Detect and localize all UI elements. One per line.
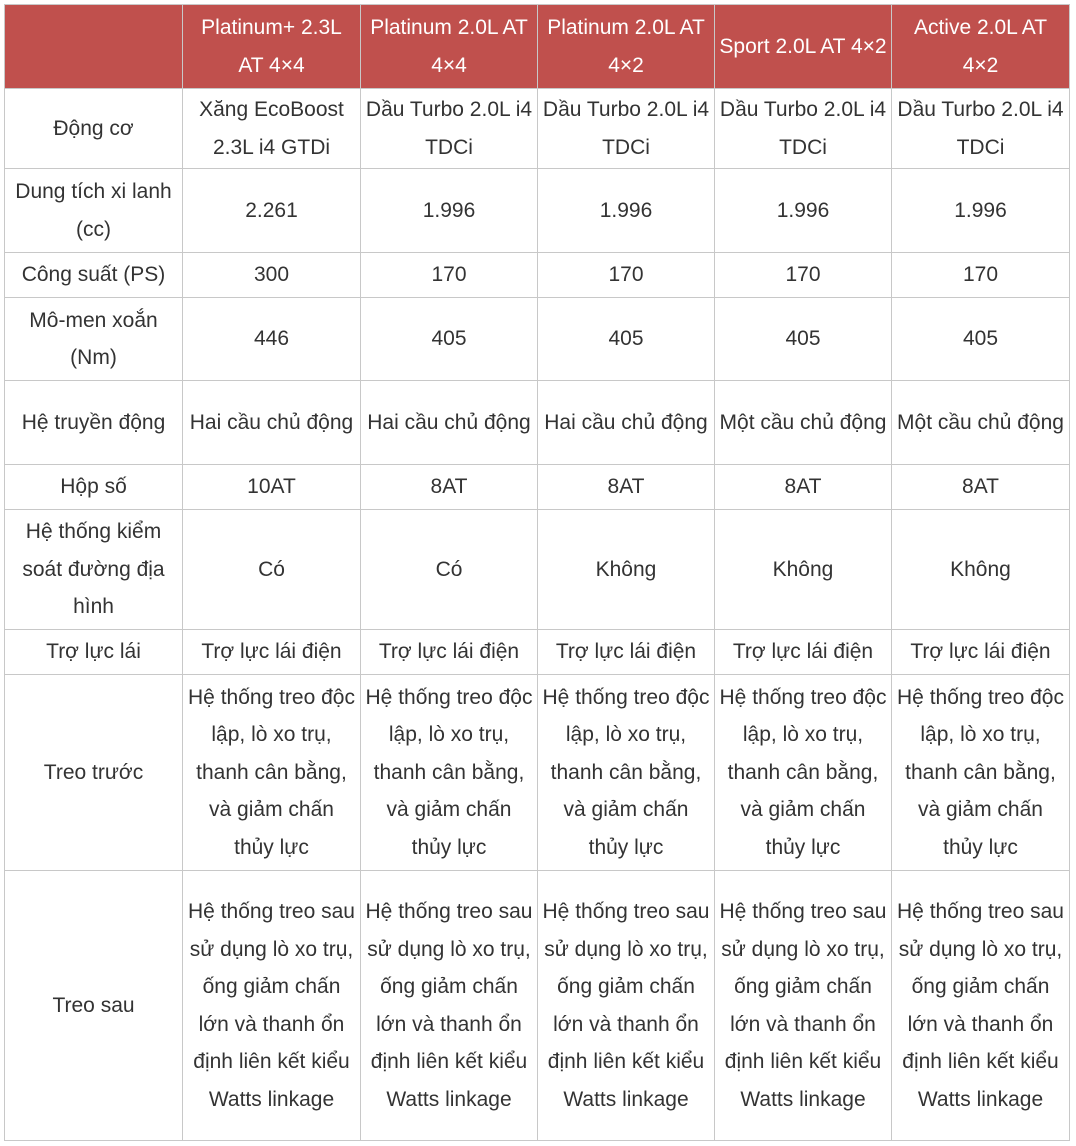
row-label-engine: Động cơ xyxy=(5,89,183,169)
row-label-front-suspension: Treo trước xyxy=(5,675,183,871)
table-row-drivetrain xyxy=(5,381,1070,465)
header-corner-cell xyxy=(5,5,183,89)
table-cell: 8AT xyxy=(715,465,892,510)
table-row-power-steering xyxy=(5,630,1070,675)
table-cell: Trợ lực lái điện xyxy=(715,630,892,675)
table-cell: Có xyxy=(361,510,538,630)
table-row-engine xyxy=(5,89,1070,169)
row-label-drivetrain: Hệ truyền động xyxy=(5,381,183,465)
table-cell: Một cầu chủ động xyxy=(715,381,892,465)
table-cell: Trợ lực lái điện xyxy=(892,630,1070,675)
row-label-rear-suspension: Treo sau xyxy=(5,871,183,1141)
table-cell: 446 xyxy=(183,298,361,381)
table-cell: 170 xyxy=(892,253,1070,298)
table-row-terrain-management xyxy=(5,510,1070,630)
header-variant-platinum-20-4x2: Platinum 2.0L AT 4×2 xyxy=(538,5,715,89)
table-cell: 405 xyxy=(538,298,715,381)
table-cell: 405 xyxy=(715,298,892,381)
table-cell: 8AT xyxy=(361,465,538,510)
table-cell: 1.996 xyxy=(892,169,1070,253)
table-cell: 2.261 xyxy=(183,169,361,253)
table-cell: Hệ thống treo sau sử dụng lò xo trụ, ống giảm chấn lớn và thanh ổn định liên kết kiểu Watts linkage xyxy=(892,871,1070,1141)
table-cell: Hai cầu chủ động xyxy=(361,381,538,465)
table-cell: Không xyxy=(715,510,892,630)
row-label-terrain-management: Hệ thống kiểm soát đường địa hình xyxy=(5,510,183,630)
header-variant-sport-20-4x2: Sport 2.0L AT 4×2 xyxy=(715,5,892,89)
table-cell: 405 xyxy=(361,298,538,381)
table-cell: Hệ thống treo độc lập, lò xo trụ, thanh cân bằng, và giảm chấn thủy lực xyxy=(538,675,715,871)
row-label-power-steering: Trợ lực lái xyxy=(5,630,183,675)
table-cell: Hệ thống treo sau sử dụng lò xo trụ, ống giảm chấn lớn và thanh ổn định liên kết kiểu Watts linkage xyxy=(183,871,361,1141)
table-cell: 170 xyxy=(715,253,892,298)
table-cell: 300 xyxy=(183,253,361,298)
table-cell: Dầu Turbo 2.0L i4 TDCi xyxy=(892,89,1070,169)
table-cell: Không xyxy=(892,510,1070,630)
table-cell: 8AT xyxy=(538,465,715,510)
table-row-gearbox xyxy=(5,465,1070,510)
table-cell: Hệ thống treo độc lập, lò xo trụ, thanh cân bằng, và giảm chấn thủy lực xyxy=(715,675,892,871)
header-variant-active-20-4x2: Active 2.0L AT 4×2 xyxy=(892,5,1070,89)
table-cell: 170 xyxy=(361,253,538,298)
table-cell: Xăng EcoBoost 2.3L i4 GTDi xyxy=(183,89,361,169)
table-cell: Dầu Turbo 2.0L i4 TDCi xyxy=(715,89,892,169)
table-cell: Hệ thống treo sau sử dụng lò xo trụ, ống giảm chấn lớn và thanh ổn định liên kết kiểu Watts linkage xyxy=(361,871,538,1141)
header-row xyxy=(5,5,1070,89)
table-cell: Dầu Turbo 2.0L i4 TDCi xyxy=(361,89,538,169)
table-cell: Trợ lực lái điện xyxy=(183,630,361,675)
table-cell: 405 xyxy=(892,298,1070,381)
table-cell: Hệ thống treo độc lập, lò xo trụ, thanh cân bằng, và giảm chấn thủy lực xyxy=(892,675,1070,871)
table-cell: 8AT xyxy=(892,465,1070,510)
spec-table xyxy=(4,4,1070,1141)
table-cell: 10AT xyxy=(183,465,361,510)
header-variant-platinum-20-4x4: Platinum 2.0L AT 4×4 xyxy=(361,5,538,89)
table-row-power xyxy=(5,253,1070,298)
table-cell: Trợ lực lái điện xyxy=(361,630,538,675)
table-cell: 1.996 xyxy=(538,169,715,253)
table-cell: Hai cầu chủ động xyxy=(183,381,361,465)
table-row-rear-suspension xyxy=(5,871,1070,1141)
table-cell: Có xyxy=(183,510,361,630)
row-label-torque: Mô-men xoắn (Nm) xyxy=(5,298,183,381)
table-cell: Không xyxy=(538,510,715,630)
table-cell: Một cầu chủ động xyxy=(892,381,1070,465)
table-cell: 1.996 xyxy=(715,169,892,253)
table-row-torque xyxy=(5,298,1070,381)
table-cell: 1.996 xyxy=(361,169,538,253)
row-label-power: Công suất (PS) xyxy=(5,253,183,298)
table-cell: Hai cầu chủ động xyxy=(538,381,715,465)
table-row-front-suspension xyxy=(5,675,1070,871)
header-variant-platinum-plus-23-4x4: Platinum+ 2.3L AT 4×4 xyxy=(183,5,361,89)
table-cell: 170 xyxy=(538,253,715,298)
table-cell: Hệ thống treo sau sử dụng lò xo trụ, ống giảm chấn lớn và thanh ổn định liên kết kiểu Watts linkage xyxy=(715,871,892,1141)
table-cell: Dầu Turbo 2.0L i4 TDCi xyxy=(538,89,715,169)
table-row-displacement xyxy=(5,169,1070,253)
row-label-displacement: Dung tích xi lanh (cc) xyxy=(5,169,183,253)
table-cell: Hệ thống treo độc lập, lò xo trụ, thanh cân bằng, và giảm chấn thủy lực xyxy=(183,675,361,871)
table-cell: Trợ lực lái điện xyxy=(538,630,715,675)
row-label-gearbox: Hộp số xyxy=(5,465,183,510)
table-cell: Hệ thống treo sau sử dụng lò xo trụ, ống giảm chấn lớn và thanh ổn định liên kết kiểu Watts linkage xyxy=(538,871,715,1141)
table-cell: Hệ thống treo độc lập, lò xo trụ, thanh cân bằng, và giảm chấn thủy lực xyxy=(361,675,538,871)
